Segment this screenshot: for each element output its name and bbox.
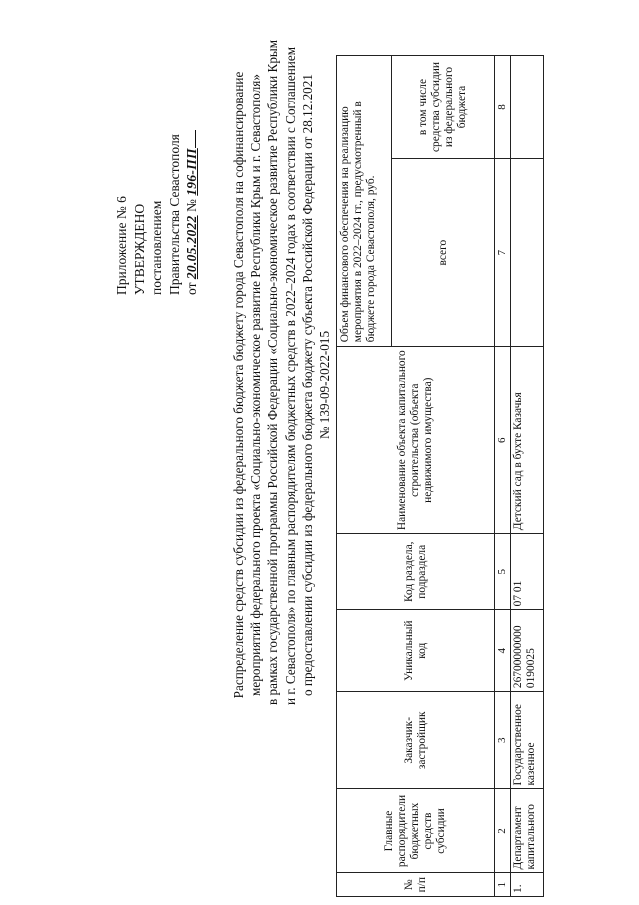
header-num: № п/п <box>337 873 495 897</box>
appendix-block <box>113 35 201 295</box>
title-line: в рамках государственной программы Российской Федерации «Социально-экономическое развитие Республики Крым <box>265 39 281 705</box>
distribution-table <box>336 55 544 897</box>
row-section: 07 01 <box>511 534 544 610</box>
title-line: мероприятий федерального проекта «Социально-экономическое развитие Республики Крым и г. Севастополя» <box>248 74 264 696</box>
row-object: Детский сад в бухте Казачья <box>511 347 544 534</box>
document-title <box>230 39 333 705</box>
column-number: 7 <box>495 159 511 347</box>
number-prefix: № <box>184 195 199 216</box>
header-section: Код раздела, подраздела <box>337 534 495 610</box>
column-number: 4 <box>495 610 511 692</box>
column-numbers-row <box>495 56 511 897</box>
government-label: Правительства Севастополя <box>166 134 182 295</box>
header-object: Наименование объекта капитального строительства (объекта недвижимого имущества) <box>337 347 495 534</box>
header-distributors: Главные распорядители бюджетных средств субсидии <box>337 789 495 873</box>
header-federal: в том числе средства субсидии из федерального бюджета <box>392 56 495 159</box>
date-number-line <box>183 35 201 295</box>
row-federal <box>511 56 544 159</box>
date-prefix: от <box>184 279 199 295</box>
row-total <box>511 159 544 347</box>
column-number: 6 <box>495 347 511 534</box>
row-customer: Государственное казенное <box>511 692 544 789</box>
header-code: Уникальный код <box>337 610 495 692</box>
number-value: 196-ПП <box>184 148 199 196</box>
date-value: 20.05.2022 <box>184 215 199 280</box>
column-number: 2 <box>495 789 511 873</box>
column-number: 1 <box>495 873 511 897</box>
row-num: 1. <box>511 873 544 897</box>
column-number: 8 <box>495 56 511 159</box>
header-financing: Объем финансового обеспечения на реализацию мероприятия в 2022–2024 гг., предусмотренный в бюджете города Севастополя, руб. <box>337 56 392 347</box>
table-row <box>511 56 544 897</box>
appendix-number: Приложение № 6 <box>114 196 129 295</box>
header-customer: Заказчик-застройщик <box>337 692 495 789</box>
title-line: № 139-09-2022-015 <box>317 330 333 440</box>
number-underline <box>183 130 196 148</box>
title-line: и г. Севастополя» по главным распорядителям бюджетных средств в 2022–2024 годах в соответствии с Соглашением <box>282 46 298 705</box>
row-code: 26700000000 0190025 <box>511 610 544 692</box>
approved-label: УТВЕРЖДЕНО <box>131 203 147 295</box>
column-number: 3 <box>495 692 511 789</box>
title-line: Распределение средств субсидии из федерального бюджета бюджету города Севастополя на софинансирование <box>231 71 246 699</box>
column-number: 5 <box>495 534 511 610</box>
row-distributor: Департамент капитального <box>511 789 544 873</box>
resolution-label: постановлением <box>149 200 164 295</box>
title-line: о предоставлении субсидии из федерального бюджета бюджету субъекта Российской Федерации от 28.12.2021 <box>299 74 315 696</box>
header-total: всего <box>392 159 495 347</box>
